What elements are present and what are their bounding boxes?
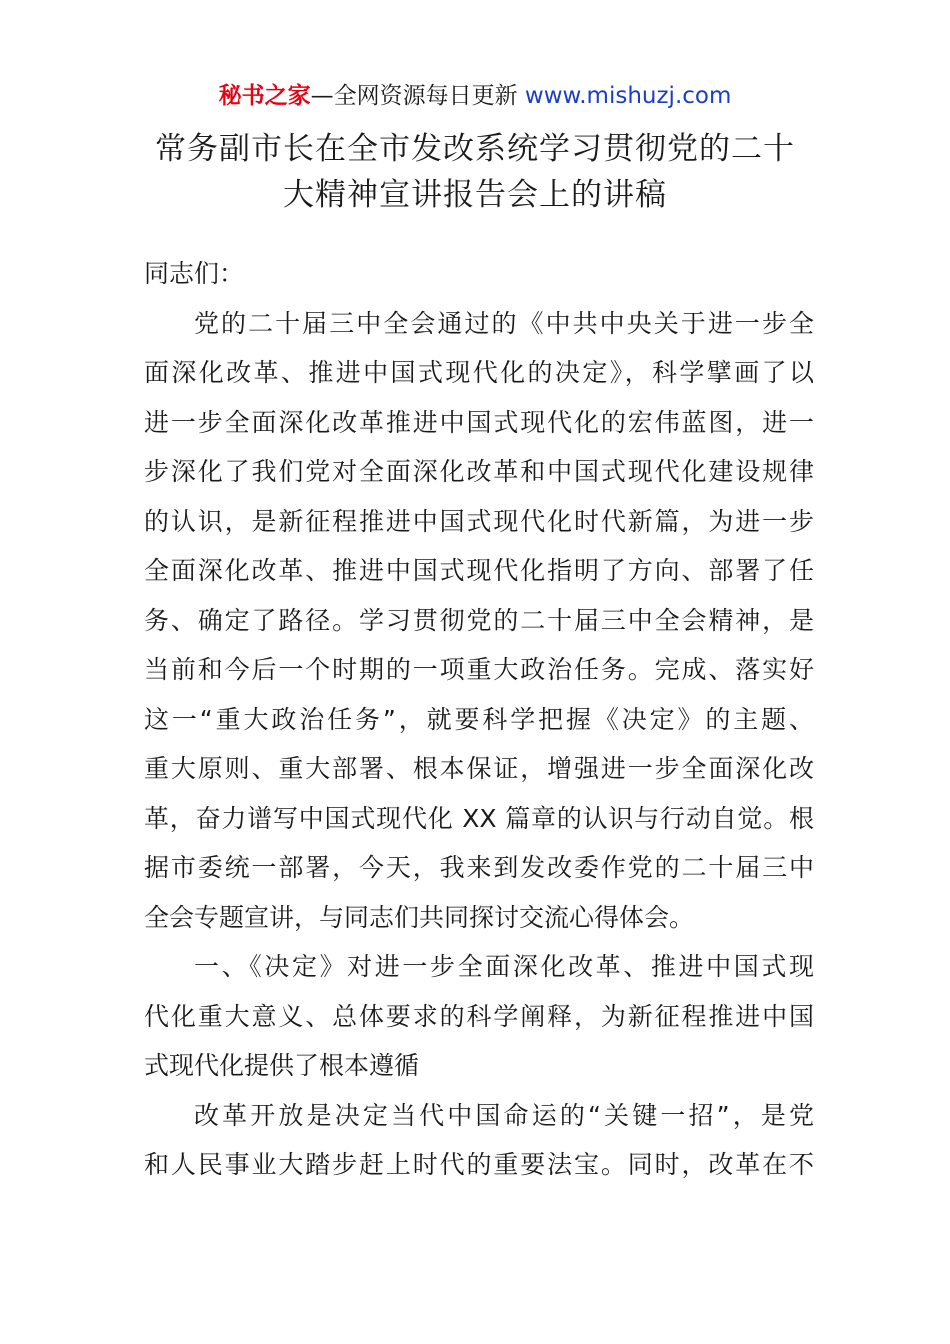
- paragraph-line: 当前和今后一个时期的一项重大政治任务。完成、落实好: [144, 655, 814, 684]
- document-title-line-2: 大精神宣讲报告会上的讲稿: [283, 177, 667, 213]
- paragraph-line: 重大原则、重大部署、根本保证，增强进一步全面深化改: [144, 754, 814, 783]
- document-title: [120, 126, 830, 218]
- paragraph-intro: [144, 299, 814, 943]
- site-url-link[interactable]: www.mishuzj.com: [524, 83, 732, 109]
- paragraph-line: 据市委统一部署，今天，我来到发改委作党的二十届三中: [144, 853, 814, 882]
- site-tagline: —全网资源每日更新: [310, 83, 525, 109]
- paragraph-line: 这一“重大政治任务”，就要科学把握《决定》的主题、: [144, 704, 814, 734]
- section-heading-1: [144, 942, 814, 1091]
- paragraph-line: 务、确定了路径。学习贯彻党的二十届三中全会精神，是: [144, 605, 814, 635]
- salutation: 同志们：: [144, 259, 245, 288]
- heading-line: 一、《决定》对进一步全面深化改革、推进中国式现: [194, 952, 814, 981]
- paragraph-line: 革，奋力谱写中国式现代化 XX 篇章的认识与行动自觉。根: [144, 803, 814, 833]
- paragraph-line: 步深化了我们党对全面深化改革和中国式现代化建设规律: [144, 457, 814, 486]
- site-name: 秘书之家: [218, 83, 311, 109]
- paragraph-line: 和人民事业大踏步赶上时代的重要法宝。同时，改革在不: [144, 1150, 814, 1179]
- document-body: [144, 249, 814, 1190]
- paragraph-line: 改革开放是决定当代中国命运的“关键一招”，是党: [194, 1100, 814, 1130]
- paragraph-line: 的认识，是新征程推进中国式现代化时代新篇，为进一步: [144, 506, 814, 536]
- heading-line: 式现代化提供了根本遵循: [144, 1051, 420, 1080]
- document-title-line-1: 常务副市长在全市发改系统学习贯彻党的二十: [155, 131, 795, 167]
- heading-line: 代化重大意义、总体要求的科学阐释，为新征程推进中国: [144, 1001, 814, 1031]
- site-header: [0, 80, 950, 112]
- paragraph-line: 全会专题宣讲，与同志们共同探讨交流心得体会。: [144, 902, 695, 932]
- paragraph-line: 面深化改革、推进中国式现代化的决定》，科学擘画了以: [144, 358, 814, 387]
- paragraph-line: 全面深化改革、推进中国式现代化指明了方向、部署了任: [144, 556, 814, 585]
- paragraph-line: 党的二十届三中全会通过的《中共中央关于进一步全: [194, 308, 814, 338]
- paragraph-line: 进一步全面深化改革推进中国式现代化的宏伟蓝图，进一: [144, 407, 814, 437]
- paragraph-reform: [144, 1091, 814, 1190]
